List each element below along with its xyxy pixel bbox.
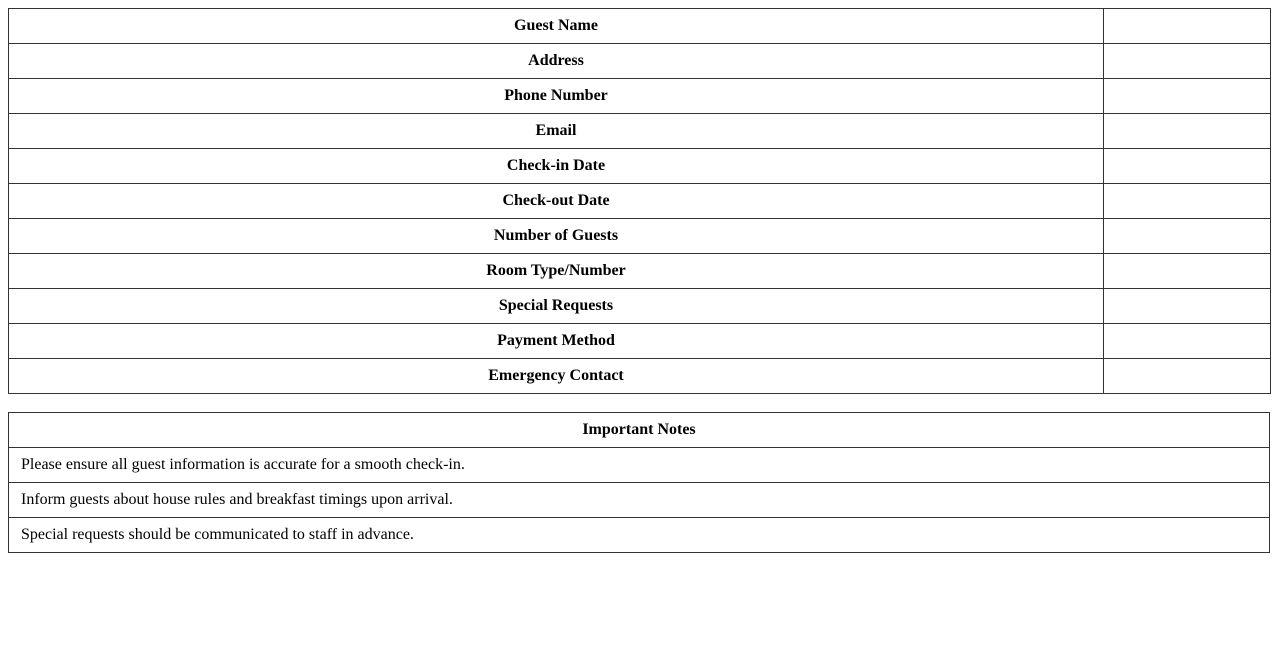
field-label-guest-name: Guest Name	[9, 9, 1104, 44]
field-value-room-type-number[interactable]	[1104, 254, 1271, 289]
field-value-check-in-date[interactable]	[1104, 149, 1271, 184]
table-row-check-out-date	[9, 184, 1271, 219]
table-row-guest-name	[9, 9, 1271, 44]
note-row	[9, 483, 1270, 518]
notes-header-row	[9, 413, 1270, 448]
guest-information-table	[8, 8, 1271, 394]
field-label-address: Address	[9, 44, 1104, 79]
note-item: Inform guests about house rules and breakfast timings upon arrival.	[9, 483, 1270, 518]
field-value-emergency-contact[interactable]	[1104, 359, 1271, 394]
field-value-email[interactable]	[1104, 114, 1271, 149]
table-row-phone-number	[9, 79, 1271, 114]
table-row-email	[9, 114, 1271, 149]
page-content	[8, 8, 1270, 553]
field-label-payment-method: Payment Method	[9, 324, 1104, 359]
field-label-email: Email	[9, 114, 1104, 149]
field-label-room-type-number: Room Type/Number	[9, 254, 1104, 289]
table-row-emergency-contact	[9, 359, 1271, 394]
field-label-special-requests: Special Requests	[9, 289, 1104, 324]
important-notes-table	[8, 412, 1270, 553]
field-value-check-out-date[interactable]	[1104, 184, 1271, 219]
note-item: Please ensure all guest information is accurate for a smooth check-in.	[9, 448, 1270, 483]
field-label-phone-number: Phone Number	[9, 79, 1104, 114]
field-value-special-requests[interactable]	[1104, 289, 1271, 324]
table-row-room-type-number	[9, 254, 1271, 289]
table-row-number-of-guests	[9, 219, 1271, 254]
field-label-number-of-guests: Number of Guests	[9, 219, 1104, 254]
table-row-address	[9, 44, 1271, 79]
field-label-check-out-date: Check-out Date	[9, 184, 1104, 219]
field-value-guest-name[interactable]	[1104, 9, 1271, 44]
table-row-payment-method	[9, 324, 1271, 359]
field-value-number-of-guests[interactable]	[1104, 219, 1271, 254]
field-value-payment-method[interactable]	[1104, 324, 1271, 359]
table-row-check-in-date	[9, 149, 1271, 184]
notes-title: Important Notes	[9, 413, 1270, 448]
note-row	[9, 518, 1270, 553]
field-value-address[interactable]	[1104, 44, 1271, 79]
field-value-phone-number[interactable]	[1104, 79, 1271, 114]
field-label-emergency-contact: Emergency Contact	[9, 359, 1104, 394]
table-row-special-requests	[9, 289, 1271, 324]
field-label-check-in-date: Check-in Date	[9, 149, 1104, 184]
note-row	[9, 448, 1270, 483]
note-item: Special requests should be communicated to staff in advance.	[9, 518, 1270, 553]
